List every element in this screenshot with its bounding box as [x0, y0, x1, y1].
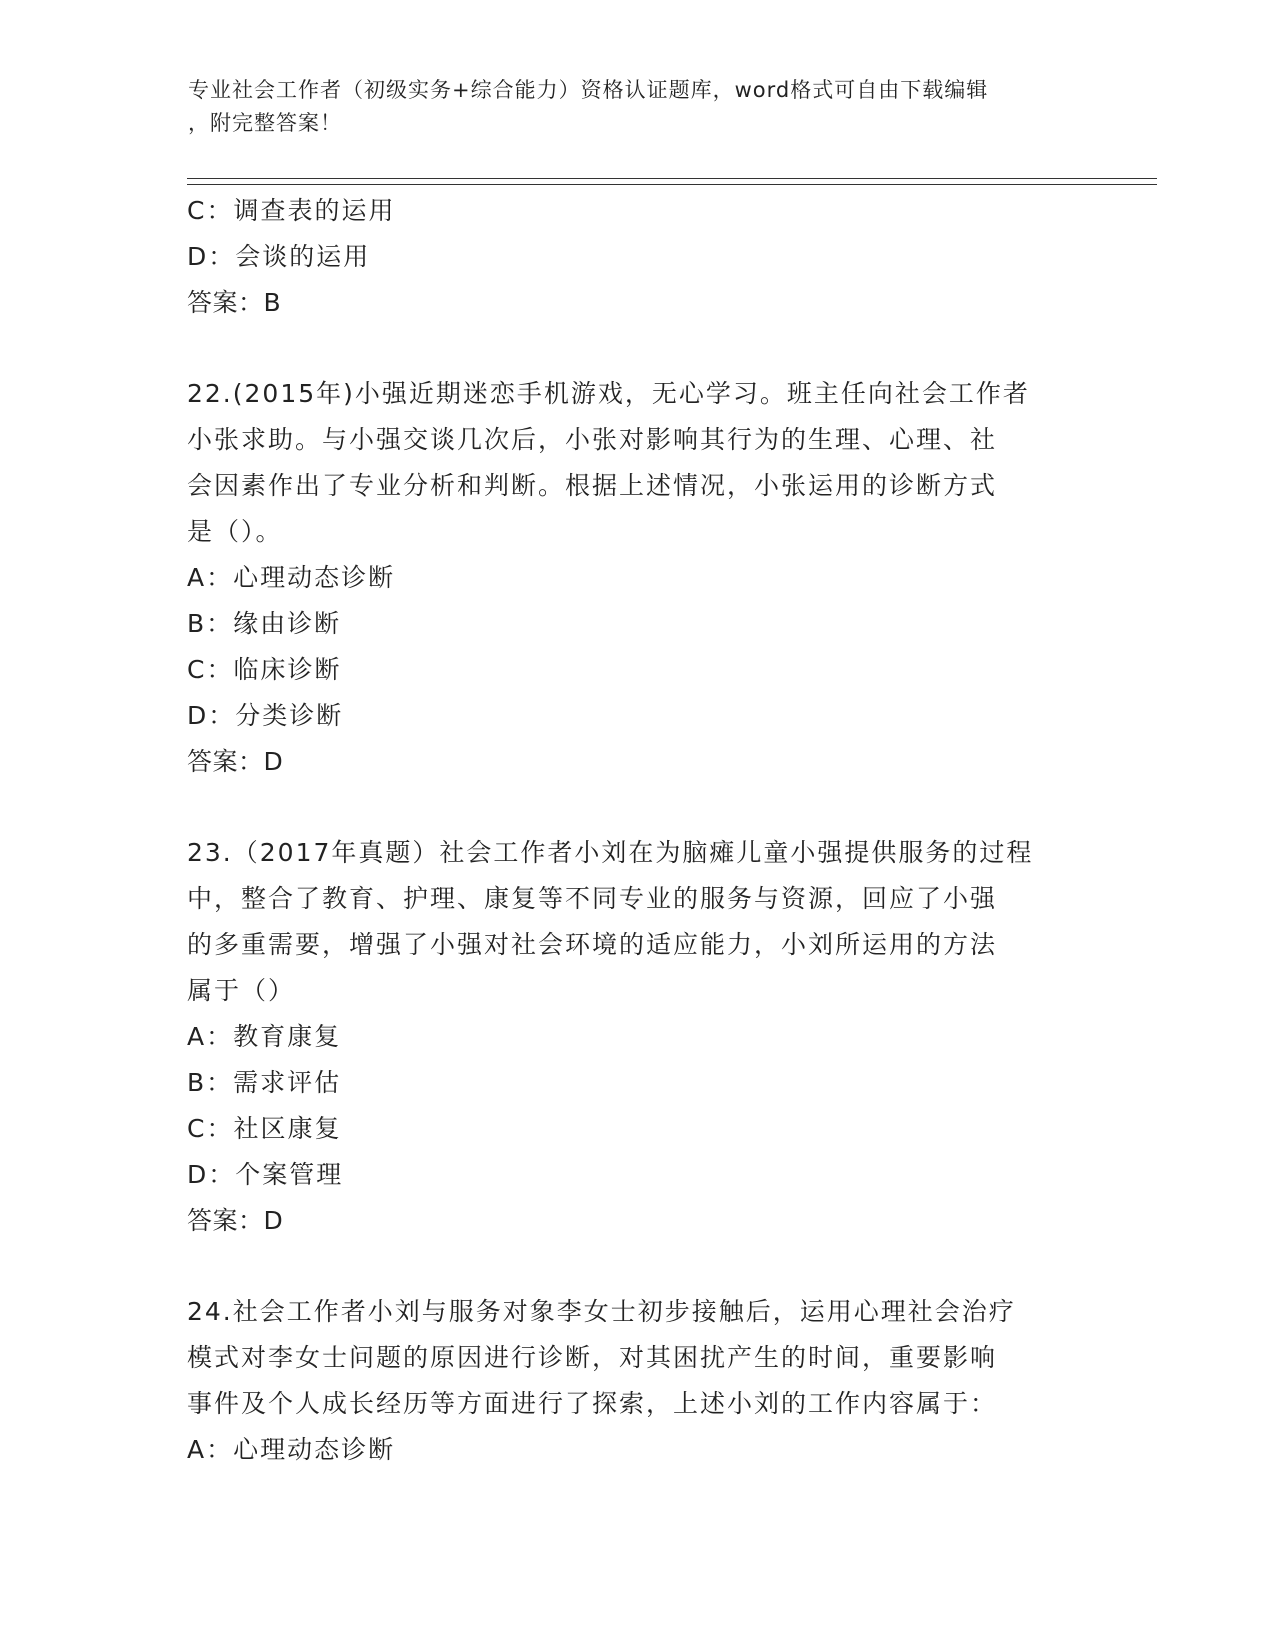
question-stem-line: 模式对李女士问题的原因进行诊断，对其困扰产生的时间，重要影响: [187, 1343, 998, 1372]
header-divider: [187, 178, 1157, 185]
question-stem-line: 23.（2017年真题）社会工作者小刘在为脑瘫儿童小强提供服务的过程: [187, 838, 1034, 867]
question-24: [187, 1289, 1087, 1473]
question-stem-line: 会因素作出了专业分析和判断。根据上述情况，小张运用的诊断方式: [187, 471, 998, 500]
header-line-2: ，附完整答案！: [188, 111, 342, 135]
page-header: [188, 74, 1088, 140]
question-stem-line: 的多重需要，增强了小强对社会环境的适应能力，小刘所运用的方法: [187, 930, 998, 959]
header-line-1: 专业社会工作者（初级实务+综合能力）资格认证题库，word格式可自由下载编辑: [188, 78, 989, 102]
question-stem-line: 小张求助。与小强交谈几次后，小张对影响其行为的生理、心理、社: [187, 425, 998, 454]
option-a: A：心理动态诊断: [187, 1435, 396, 1464]
option-b: B：缘由诊断: [187, 609, 342, 638]
question-stem-line: 中，整合了教育、护理、康复等不同专业的服务与资源，回应了小强: [187, 884, 998, 913]
option-a: A：教育康复: [187, 1022, 342, 1051]
question-23: [187, 830, 1087, 1244]
question-stem-line: 是（）。: [187, 517, 283, 546]
question-stem-line: 属于（）: [187, 976, 296, 1005]
spacer: [187, 326, 1087, 371]
question-stem-line: 事件及个人成长经历等方面进行了探索，上述小刘的工作内容属于：: [187, 1389, 998, 1418]
answer: 答案：D: [187, 1206, 284, 1235]
option-b: B：需求评估: [187, 1068, 342, 1097]
spacer: [187, 1244, 1087, 1289]
option-c: C：调查表的运用: [187, 196, 396, 225]
question-stem-line: 24.社会工作者小刘与服务对象李女士初步接触后，运用心理社会治疗: [187, 1297, 1016, 1326]
option-d: D：会谈的运用: [187, 242, 371, 271]
option-d: D：分类诊断: [187, 701, 344, 730]
option-a: A：心理动态诊断: [187, 563, 396, 592]
option-c: C：临床诊断: [187, 655, 342, 684]
option-d: D：个案管理: [187, 1160, 344, 1189]
question-22: [187, 371, 1087, 785]
question-21-tail: [187, 188, 1087, 326]
answer: 答案：B: [187, 288, 282, 317]
option-c: C：社区康复: [187, 1114, 342, 1143]
spacer: [187, 785, 1087, 830]
question-stem-line: 22.(2015年)小强近期迷恋手机游戏，无心学习。班主任向社会工作者: [187, 379, 1030, 408]
document-body: [187, 188, 1087, 1473]
answer: 答案：D: [187, 747, 284, 776]
